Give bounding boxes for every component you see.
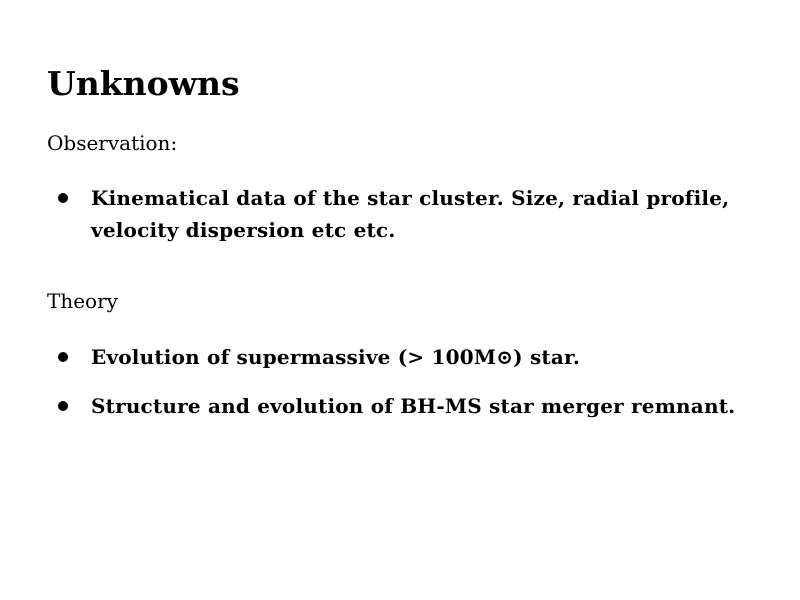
theory-list [47, 341, 747, 439]
section-label-observation: Observation: [47, 131, 178, 155]
slide-title: Unknowns [47, 64, 240, 103]
list-item [47, 182, 747, 246]
section-label-theory: Theory [47, 289, 118, 313]
list-item-text: Structure and evolution of BH-MS star merger remnant. [91, 394, 736, 418]
list-item-text: Kinematical data of the star cluster. Size, radial profile, velocity dispersion etc etc. [91, 186, 730, 242]
bullet-dot-icon [58, 352, 68, 362]
bullet-dot-icon [58, 193, 68, 203]
list-item [47, 341, 747, 373]
bullet-dot-icon [58, 401, 68, 411]
list-item-text: Evolution of supermassive (> 100M⊙) star. [91, 345, 581, 369]
list-item [47, 390, 747, 422]
observation-list [47, 182, 747, 263]
